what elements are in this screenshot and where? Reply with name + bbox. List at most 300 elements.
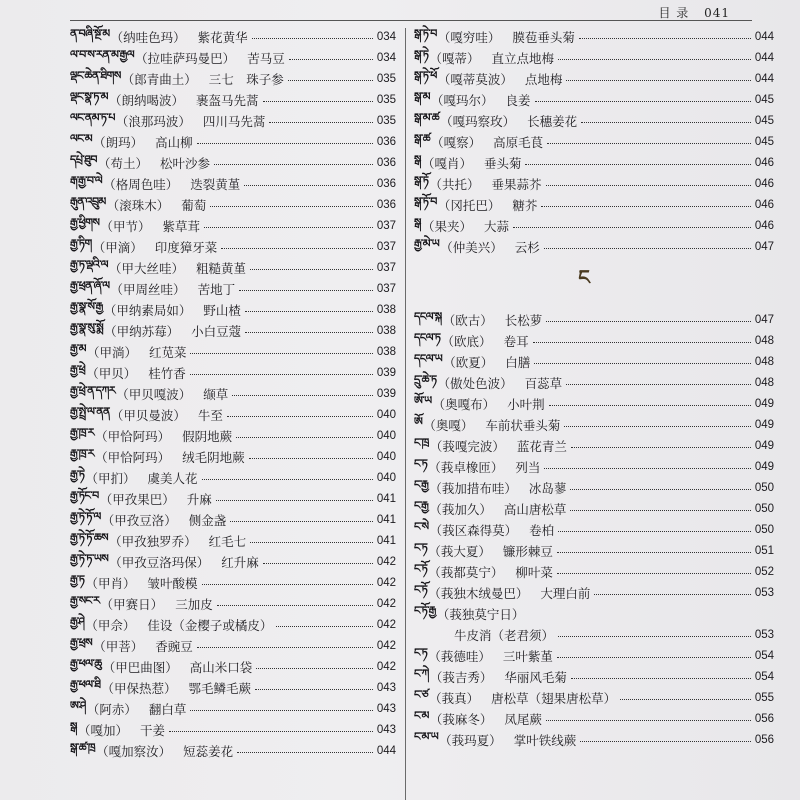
entry-chinese: 点地梅 xyxy=(524,71,563,87)
toc-entry[interactable] xyxy=(414,666,774,687)
leader-dots xyxy=(549,397,751,406)
entry-chinese: 大理白前 xyxy=(540,585,591,601)
entry-chinese: 凤尾蕨 xyxy=(504,711,542,727)
entry-tibetan: སྒ་ཚ་ཁྲ xyxy=(70,741,96,754)
toc-entry[interactable] xyxy=(414,561,774,582)
entry-chinese: 车前状垂头菊 xyxy=(485,417,561,433)
entry-transliteration: （甲扪） xyxy=(85,470,136,486)
entry-chinese: 镰形棘豆 xyxy=(502,543,553,559)
toc-entry[interactable] xyxy=(70,740,396,761)
toc-entry[interactable] xyxy=(414,498,774,519)
entry-page: 041 xyxy=(376,513,396,526)
entry-transliteration: （仲美兴） xyxy=(440,239,503,255)
right-entries-a xyxy=(414,26,774,257)
entry-chinese: 掌叶铁线蕨 xyxy=(513,732,577,748)
entry-chinese: 翻白草 xyxy=(148,701,187,717)
entry-transliteration: （嘎玛尔） xyxy=(430,92,494,108)
toc-entry[interactable] xyxy=(414,708,774,729)
entry-tibetan: ང་རྒྱ xyxy=(414,478,429,491)
entry-transliteration: （欧底） xyxy=(441,333,492,349)
entry-chinese: 长松萝 xyxy=(504,312,543,328)
leader-dots xyxy=(546,177,751,186)
entry-chinese: 鄂毛鳞毛蕨 xyxy=(188,680,252,696)
entry-chinese: 三加皮 xyxy=(175,596,213,612)
leader-dots xyxy=(594,586,750,595)
toc-entry[interactable] xyxy=(414,131,774,152)
entry-page: 036 xyxy=(376,177,396,190)
entry-transliteration: （朗纳喝波） xyxy=(109,92,185,108)
entry-transliteration: （莪麻冬） xyxy=(429,711,493,727)
entry-page: 049 xyxy=(754,460,774,473)
toc-entry[interactable] xyxy=(414,236,774,257)
leader-dots xyxy=(237,744,373,753)
entry-page: 044 xyxy=(376,744,396,757)
toc-entry[interactable] xyxy=(70,635,396,656)
entry-transliteration: （朗玛） xyxy=(93,134,144,150)
entry-tibetan: རྒྱ་སྣ་སོ་རྒྱ xyxy=(70,300,103,313)
entry-page: 038 xyxy=(376,324,396,337)
entry-chinese: 唐松草（翅果唐松草） xyxy=(491,690,617,706)
entry-chinese: 桂竹香 xyxy=(148,365,186,381)
toc-entry[interactable] xyxy=(414,47,774,68)
entry-tibetan: རྒྱ་ཕྱིགས xyxy=(70,216,100,229)
entry-chinese: 红苋菜 xyxy=(148,344,187,360)
entry-chinese: 高山唐松草 xyxy=(503,501,567,517)
toc-entry[interactable] xyxy=(414,540,774,561)
toc-entry[interactable] xyxy=(70,425,396,446)
entry-page: 040 xyxy=(376,471,396,484)
entry-transliteration: （甲贝嘎波） xyxy=(116,386,192,402)
entry-page: 034 xyxy=(376,30,396,43)
toc-entry[interactable] xyxy=(70,89,396,110)
entry-transliteration: （傲处色波） xyxy=(437,375,513,391)
toc-entry[interactable] xyxy=(70,320,396,341)
entry-chinese: 垂果蒜芥 xyxy=(491,176,542,192)
leader-dots xyxy=(269,114,372,123)
toc-entry[interactable] xyxy=(414,194,774,215)
entry-transliteration: （甲恰阿玛） xyxy=(95,428,171,444)
toc-entry[interactable] xyxy=(70,362,396,383)
entry-page: 049 xyxy=(754,397,774,410)
leader-dots xyxy=(190,366,373,375)
entry-tibetan: རྒྱ་ཏེ་ཏ་ཡས xyxy=(70,552,109,565)
toc-entry[interactable] xyxy=(414,152,774,173)
entry-page: 054 xyxy=(754,649,774,662)
toc-entry[interactable] xyxy=(70,488,396,509)
entry-transliteration: （甲保热惹） xyxy=(101,680,177,696)
entry-chinese: 侧金盏 xyxy=(188,512,227,528)
leader-dots xyxy=(547,135,751,144)
entry-page: 050 xyxy=(754,523,774,536)
toc-entry[interactable] xyxy=(414,582,774,603)
entry-tibetan: རྒྱ་སང་ར xyxy=(70,594,100,607)
entry-transliteration: （甲肖） xyxy=(85,575,136,591)
entry-tibetan: ང་ཏ xyxy=(414,457,428,470)
entry-transliteration: （欧古） xyxy=(442,312,493,328)
entry-transliteration: （甲节） xyxy=(100,218,151,234)
entry-page: 044 xyxy=(754,51,774,64)
entry-page: 039 xyxy=(376,387,396,400)
entry-chinese: 卷耳 xyxy=(503,333,529,349)
entry-chinese: 膜苞垂头菊 xyxy=(512,29,575,45)
toc-entry[interactable] xyxy=(70,467,396,488)
entry-page: 047 xyxy=(754,240,774,253)
entry-chinese: 蓝花青兰 xyxy=(516,438,567,454)
entry-page: 043 xyxy=(376,723,396,736)
entry-tibetan: སྒ xyxy=(414,216,421,229)
leader-dots xyxy=(252,30,373,39)
entry-transliteration: （莪区森得莫） xyxy=(429,522,518,538)
toc-entry[interactable] xyxy=(70,278,396,299)
leader-dots xyxy=(202,576,373,585)
entry-transliteration: （奥嘎布） xyxy=(432,396,496,412)
leader-dots xyxy=(202,471,373,480)
entry-chinese: 粗糙黄堇 xyxy=(195,260,246,276)
entry-page: 035 xyxy=(376,72,396,85)
entry-page: 042 xyxy=(376,660,396,673)
entry-chinese: 糖芥 xyxy=(512,197,538,213)
entry-transliteration: （嘎肖） xyxy=(421,155,472,171)
entry-page: 045 xyxy=(754,93,774,106)
entry-page: 040 xyxy=(376,408,396,421)
entry-tibetan: རྒྱ་ཏེ་ཏོ་ལ xyxy=(70,510,101,523)
entry-chinese: 苦马豆 xyxy=(247,50,285,66)
entry-transliteration: （莪加久） xyxy=(429,501,492,517)
toc-entry-long[interactable] xyxy=(414,603,774,624)
entry-transliteration: （莪大夏） xyxy=(428,543,491,559)
entry-chinese: 野山楂 xyxy=(203,302,241,318)
leader-dots xyxy=(557,544,751,553)
entry-transliteration: （甲贝） xyxy=(86,365,137,381)
entry-chinese: 冰岛蓼 xyxy=(528,480,567,496)
leader-dots xyxy=(544,240,751,249)
entry-tibetan: རྒྱ་ཕྲས xyxy=(70,636,93,649)
entry-transliteration: （甲孜豆洛） xyxy=(101,512,177,528)
entry-page: 045 xyxy=(754,135,774,148)
entry-page: 034 xyxy=(376,51,396,64)
entry-tibetan: དངལ་སྐ xyxy=(414,310,442,323)
entry-tibetan: ང་ཏ xyxy=(414,646,428,659)
entry-tibetan: རྒྱ་ཏ xyxy=(70,573,85,586)
toc-entry[interactable] xyxy=(70,614,396,635)
toc-entry[interactable] xyxy=(70,236,396,257)
entry-chinese: 升麻 xyxy=(186,491,212,507)
toc-entry[interactable] xyxy=(414,110,774,131)
leader-dots xyxy=(566,72,750,81)
leader-dots xyxy=(558,628,751,637)
entry-page: 038 xyxy=(376,303,396,316)
entry-transliteration: （莪嘎完波） xyxy=(429,438,505,454)
toc-entry[interactable] xyxy=(70,68,396,89)
toc-entry[interactable] xyxy=(70,593,396,614)
entry-transliteration: （奥嘎） xyxy=(423,417,474,433)
entry-page: 046 xyxy=(754,198,774,211)
entry-tibetan: རྒྱ་ཏེ་ཏོ་ཆས xyxy=(70,531,109,544)
entry-chinese: 皱叶酸模 xyxy=(147,575,198,591)
leader-dots xyxy=(570,502,750,511)
entry-transliteration: （莪吉秀） xyxy=(429,669,493,685)
entry-page: 035 xyxy=(376,93,396,106)
toc-entry[interactable] xyxy=(414,477,774,498)
toc-entry[interactable] xyxy=(414,435,774,456)
entry-page: 038 xyxy=(376,345,396,358)
entry-transliteration: （甲佘） xyxy=(85,617,136,633)
entry-tibetan: ང་ཏོ xyxy=(414,562,428,575)
leader-dots xyxy=(245,303,373,312)
leader-dots xyxy=(230,513,373,522)
toc-entry[interactable] xyxy=(414,414,774,435)
entry-transliteration: （甲赛日） xyxy=(100,596,164,612)
toc-entry[interactable] xyxy=(414,330,774,351)
entry-page: 049 xyxy=(754,439,774,452)
entry-chinese: 垂头菊 xyxy=(483,155,522,171)
entry-chinese: 假阴地蕨 xyxy=(182,428,233,444)
entry-chinese: 迭裂黄堇 xyxy=(190,176,241,192)
entry-transliteration: （莪玛夏） xyxy=(439,732,502,748)
entry-transliteration: （浪那玛波） xyxy=(115,113,191,129)
leader-dots xyxy=(541,198,750,207)
entry-page: 039 xyxy=(376,366,396,379)
entry-transliteration: （嘎穷哇） xyxy=(437,29,501,45)
toc-entry[interactable] xyxy=(414,173,774,194)
entry-transliteration: （阿赤） xyxy=(86,701,137,717)
leader-dots xyxy=(263,555,373,564)
toc-entry[interactable] xyxy=(70,299,396,320)
entry-transliteration: （嘎加） xyxy=(77,722,128,738)
leader-dots xyxy=(239,282,373,291)
leader-dots xyxy=(244,177,373,186)
leader-dots xyxy=(558,51,751,60)
entry-tibetan: སྒ་ཏེ xyxy=(414,48,429,61)
entry-transliteration: （甲淌） xyxy=(86,344,137,360)
entry-transliteration: （甲周丝哇） xyxy=(110,281,186,297)
leader-dots xyxy=(289,51,373,60)
toc-entry-continuation[interactable] xyxy=(414,624,774,645)
entry-transliteration: （嘎蒂莫波） xyxy=(437,71,513,87)
entry-transliteration: （嘎玛察玫） xyxy=(440,113,516,129)
leader-dots xyxy=(571,670,751,679)
entry-page: 050 xyxy=(754,481,774,494)
toc-entry[interactable] xyxy=(70,152,396,173)
leader-dots xyxy=(579,30,751,39)
entry-page: 044 xyxy=(754,72,774,85)
toc-entry[interactable] xyxy=(70,194,396,215)
leader-dots xyxy=(169,723,373,732)
entry-page: 046 xyxy=(754,219,774,232)
entry-chinese: 长穗姜花 xyxy=(527,113,578,129)
entry-page: 046 xyxy=(754,156,774,169)
entry-tibetan: རྒྱ་ཤེ xyxy=(70,615,85,628)
toc-entry[interactable] xyxy=(414,372,774,393)
toc-entry[interactable] xyxy=(414,519,774,540)
entry-page: 035 xyxy=(376,114,396,127)
entry-page: 045 xyxy=(754,114,774,127)
entry-transliteration: （甲大丝哇） xyxy=(108,260,184,276)
toc-entry[interactable] xyxy=(70,341,396,362)
toc-entry[interactable] xyxy=(70,698,396,719)
entry-transliteration: （苟土） xyxy=(97,155,148,171)
toc-entry[interactable] xyxy=(70,509,396,530)
entry-chinese: 紫草茸 xyxy=(162,218,200,234)
leader-dots xyxy=(232,387,373,396)
entry-tibetan: རྒྱ་ཕལ་ཐི xyxy=(70,678,101,691)
column-divider xyxy=(405,28,406,800)
entry-page: 044 xyxy=(754,30,774,43)
leader-dots xyxy=(263,93,373,102)
toc-entry[interactable] xyxy=(70,572,396,593)
entry-tibetan: དངལ་ཡ xyxy=(414,352,443,365)
entry-transliteration: （纳哇色玛） xyxy=(110,29,186,45)
leader-dots xyxy=(255,681,373,690)
entry-chinese: 百蕊草 xyxy=(524,375,563,391)
entry-transliteration: （嘎察） xyxy=(431,134,482,150)
entry-chinese: 松叶沙参 xyxy=(159,155,210,171)
entry-page: 056 xyxy=(754,712,774,725)
toc-entry[interactable] xyxy=(70,404,396,425)
leader-dots xyxy=(558,523,751,532)
entry-chinese: 裹盔马先蒿 xyxy=(196,92,259,108)
toc-entry[interactable] xyxy=(70,656,396,677)
entry-tibetan: སྒ་ཏེ་བ xyxy=(414,27,437,40)
toc-entry[interactable] xyxy=(414,68,774,89)
toc-entry[interactable] xyxy=(70,530,396,551)
entry-page: 042 xyxy=(376,639,396,652)
entry-transliteration: （甲纳苏莓） xyxy=(104,323,180,339)
entry-tibetan: སྒ་མ་ཚ xyxy=(414,111,440,124)
toc-entry[interactable] xyxy=(70,110,396,131)
entry-page: 041 xyxy=(376,492,396,505)
entry-tibetan: རྒྱ་ཏ་ལྡའི་ལ xyxy=(70,258,108,271)
leader-dots xyxy=(535,93,751,102)
toc-entry[interactable] xyxy=(70,257,396,278)
toc-entry[interactable] xyxy=(414,351,774,372)
toc-entry[interactable] xyxy=(414,729,774,750)
entry-tibetan: ཨོ xyxy=(414,415,423,428)
entry-chinese: 高山米口袋 xyxy=(189,659,253,675)
leader-dots xyxy=(546,313,751,322)
entry-page: 054 xyxy=(754,670,774,683)
entry-transliteration: （甲孜豆洛玛保） xyxy=(109,554,210,570)
entry-chinese: 小叶荆 xyxy=(507,396,545,412)
entry-chinese: 高山柳 xyxy=(155,134,193,150)
entry-transliteration: （莪卓橡匝） xyxy=(428,459,504,475)
toc-entry[interactable] xyxy=(414,456,774,477)
toc-entry[interactable] xyxy=(414,89,774,110)
entry-transliteration: （莪独莫宁日） xyxy=(436,606,525,622)
leader-dots xyxy=(221,240,373,249)
entry-page: 043 xyxy=(376,681,396,694)
entry-tibetan: རྒྱ་སྣ་སུ་སྨོ xyxy=(70,321,104,334)
entry-chinese: 佳设（金樱子或橘皮） xyxy=(147,617,273,633)
toc-entry[interactable] xyxy=(70,719,396,740)
entry-chinese: 柳叶菜 xyxy=(515,564,553,580)
entry-chinese: 列当 xyxy=(515,459,541,475)
entry-tibetan: དངལ་ཏ xyxy=(414,331,441,344)
entry-transliteration: （甲纳素局如） xyxy=(103,302,192,318)
entry-transliteration: （郎青曲土） xyxy=(121,71,197,87)
right-entries-c xyxy=(414,645,774,750)
toc-entry[interactable] xyxy=(70,215,396,236)
leader-dots xyxy=(534,355,751,364)
entry-chinese: 干姜 xyxy=(139,722,165,738)
toc-entry[interactable] xyxy=(414,215,774,236)
entry-page: 040 xyxy=(376,429,396,442)
entry-chinese: 直立点地梅 xyxy=(491,50,555,66)
toc-entry[interactable] xyxy=(414,26,774,47)
entry-page: 051 xyxy=(754,544,774,557)
leader-dots xyxy=(525,156,750,165)
entry-chinese: 牛至 xyxy=(197,407,223,423)
entry-page: 053 xyxy=(754,586,774,599)
entry-transliteration: （莪独木绒曼巴） xyxy=(428,585,529,601)
toc-entry[interactable] xyxy=(70,551,396,572)
entry-chinese: 三七 珠子参 xyxy=(208,71,284,87)
entry-tibetan: སྒ་མ xyxy=(414,90,430,103)
entry-transliteration: （嘎蒂） xyxy=(429,50,480,66)
entry-tibetan: རྒྱ་ཏོང་བ xyxy=(70,489,99,502)
toc-entry[interactable] xyxy=(70,131,396,152)
leader-dots xyxy=(217,597,373,606)
leader-dots xyxy=(571,439,751,448)
toc-entry[interactable] xyxy=(414,645,774,666)
entry-transliteration: （滚珠木） xyxy=(106,197,170,213)
entry-transliteration: （共托） xyxy=(429,176,480,192)
entry-page: 037 xyxy=(376,219,396,232)
entry-transliteration: （甲滴） xyxy=(92,239,143,255)
toc-entry[interactable] xyxy=(414,309,774,330)
entry-chinese: 印度獐牙菜 xyxy=(154,239,218,255)
entry-tibetan: རྒྱ་ཕལ་ཆུ xyxy=(70,657,102,670)
entry-transliteration: （甲孜果巴） xyxy=(99,491,175,507)
entry-transliteration: （拉哇萨玛曼巴） xyxy=(135,50,236,66)
leader-dots xyxy=(580,733,751,742)
toc-entry[interactable] xyxy=(414,393,774,414)
entry-chinese: 缬草 xyxy=(203,386,229,402)
toc-entry[interactable] xyxy=(70,383,396,404)
entry-transliteration: （莪都莫宁） xyxy=(428,564,504,580)
entry-page: 046 xyxy=(754,177,774,190)
leader-dots xyxy=(245,324,373,333)
entry-chinese: 紫花黄华 xyxy=(197,29,248,45)
entry-transliteration: （莪德哇） xyxy=(428,648,491,664)
entry-tibetan: ང་ཏ xyxy=(414,541,428,554)
entry-transliteration: （甲菩） xyxy=(93,638,144,654)
toc-entry[interactable] xyxy=(70,446,396,467)
leader-dots xyxy=(276,618,372,627)
entry-page: 042 xyxy=(376,555,396,568)
right-entries-b xyxy=(414,309,774,603)
entry-transliteration: （嘎加察汝） xyxy=(96,743,172,759)
entry-chinese: 高原毛茛 xyxy=(493,134,544,150)
toc-entry[interactable] xyxy=(70,173,396,194)
entry-chinese: 白膳 xyxy=(505,354,531,370)
entry-transliteration: （欧夏） xyxy=(443,354,494,370)
entry-chinese: 葡萄 xyxy=(181,197,207,213)
entry-page: 048 xyxy=(754,376,774,389)
entry-transliteration: （甲恰阿玛） xyxy=(95,449,171,465)
entry-page: 037 xyxy=(376,261,396,274)
entry-transliteration: （莪真） xyxy=(429,690,480,706)
entry-chinese: 香豌豆 xyxy=(155,638,193,654)
page-header xyxy=(648,4,730,21)
entry-tibetan: རྒྱ་མ xyxy=(70,342,86,355)
entry-transliteration: （冈托巴） xyxy=(437,197,501,213)
leader-dots xyxy=(210,198,373,207)
toc-entry[interactable] xyxy=(70,677,396,698)
toc-entry[interactable] xyxy=(414,687,774,708)
entry-chinese: 虞美人花 xyxy=(147,470,198,486)
entry-tibetan: ང་ཁྲ xyxy=(414,436,429,449)
